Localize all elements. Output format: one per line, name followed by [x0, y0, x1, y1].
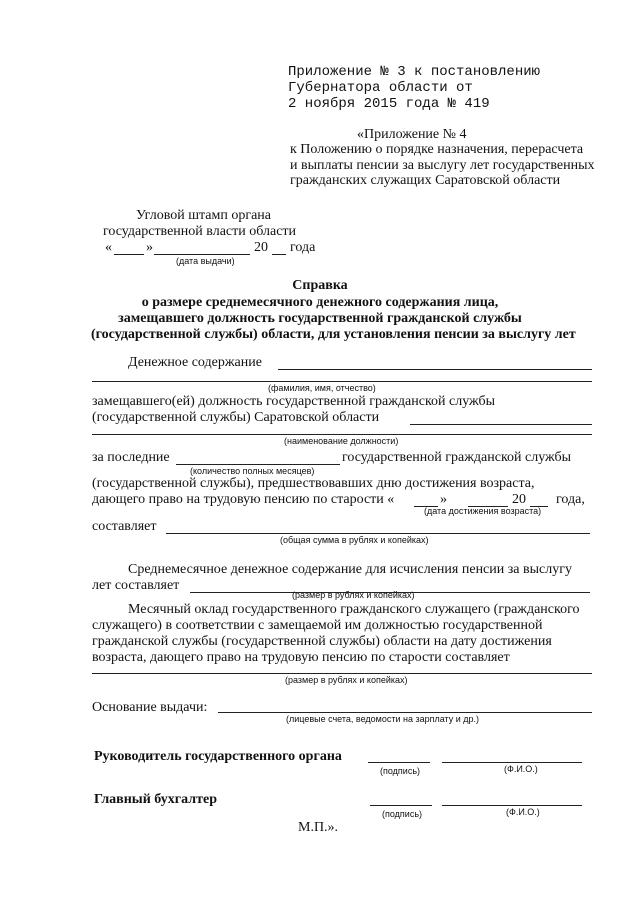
- stamp-month-line: [154, 254, 250, 255]
- stamp-line-1: Угловой штамп органа: [136, 208, 272, 223]
- monetary-label: Денежное содержание: [128, 355, 262, 370]
- total-line: [166, 533, 590, 534]
- caption-total: (общая сумма в рублях и копейках): [280, 535, 429, 545]
- salary-line-2: служащего) в соответствии с замещаемой им должностью государственной: [92, 618, 543, 633]
- salary-line-3: гражданской службы (государственной службы) области на дату достижения: [92, 634, 552, 649]
- caption-sign-2: (подпись): [382, 809, 423, 819]
- right-line-year: 20: [512, 492, 526, 507]
- basis-label: Основание выдачи:: [92, 700, 208, 715]
- stamp-year-prefix: 20: [254, 240, 268, 255]
- title-sub-1: о размере среднемесячного денежного содержания лица,: [141, 295, 499, 310]
- last-months-suffix: государственной гражданской службы: [342, 450, 572, 465]
- appendix-line-1: Приложение № 3 к постановлению: [288, 64, 541, 80]
- avg-line-1: Среднемесячное денежное содержание для исчисления пенсии за выслугу: [128, 562, 572, 577]
- position-field-line: [410, 424, 592, 425]
- reference-line-2: к Положению о порядке назначения, перерасчета: [290, 142, 584, 157]
- caption-age-date: (дата достижения возраста): [424, 506, 542, 516]
- last-months-prefix: за последние: [92, 450, 170, 465]
- appendix-line-2: Губернатора области от: [288, 80, 473, 96]
- reference-line-1: «Приложение № 4: [357, 127, 467, 142]
- appendix-line-3: 2 ноября 2015 года № 419: [288, 96, 490, 112]
- stamp-line-2: государственной власти области: [103, 224, 297, 239]
- stamp-year-line: [272, 254, 286, 255]
- caption-basis: (лицевые счета, ведомости на зарплату и др.): [286, 714, 480, 724]
- caption-fio: (Ф.И.О.): [504, 764, 538, 774]
- right-line-mid: »: [440, 492, 447, 507]
- title-sub-3: (государственной службы) области, для установления пенсии за выслугу лет: [91, 327, 576, 342]
- title-main: Справка: [292, 278, 348, 293]
- stamp-date-caption: (дата выдачи): [176, 256, 235, 266]
- accountant-fio-line: [442, 805, 582, 806]
- caption-rub-2: (размер в рублях и копейках): [285, 675, 408, 685]
- accountant-sign-line: [370, 805, 432, 806]
- salary-line-4: возраста, дающего право на трудовую пенсию по старости составляет: [92, 650, 510, 665]
- preceding-line: (государственной службы), предшествовавших дню достижения возраста,: [92, 476, 535, 491]
- amounts-label: составляет: [92, 519, 157, 534]
- stamp-year-suffix: года: [290, 240, 316, 255]
- caption-name: (фамилия, имя, отчество): [268, 383, 376, 393]
- caption-sign: (подпись): [380, 766, 421, 776]
- accountant-label: Главный бухгалтер: [94, 792, 217, 807]
- reference-line-3: и выплаты пенсии за выслугу лет государственных: [290, 158, 595, 173]
- salary-amount-line: [92, 673, 592, 674]
- head-label: Руководитель государственного органа: [94, 749, 342, 764]
- seal-mark: М.П.».: [298, 820, 339, 835]
- caption-rub-1: (размер в рублях и копейках): [292, 590, 415, 600]
- monetary-line: [278, 369, 592, 370]
- position-line-1: замещавшего(ей) должность государственной гражданской службы: [92, 394, 496, 409]
- salary-line-1: Месячный оклад государственного гражданского служащего (гражданского: [128, 602, 580, 617]
- title-sub-2: замещавшего должность государственной гражданской службы: [118, 311, 522, 326]
- avg-line-2: лет составляет: [92, 578, 180, 593]
- caption-fio-2: (Ф.И.О.): [506, 807, 540, 817]
- right-line-suffix: года,: [556, 492, 585, 507]
- position-name-line: [92, 434, 592, 435]
- stamp-date-open: «: [105, 240, 112, 255]
- name-line: [92, 381, 592, 382]
- basis-line: [218, 712, 592, 713]
- months-line: [176, 464, 340, 465]
- stamp-day-line: [114, 254, 144, 255]
- reference-line-4: гражданских служащих Саратовской области: [290, 173, 561, 188]
- caption-position: (наименование должности): [284, 436, 399, 446]
- stamp-date-close: »: [146, 240, 153, 255]
- right-line-prefix: дающего право на трудовую пенсию по старости «: [92, 492, 395, 507]
- position-line-2: (государственной службы) Саратовской области: [92, 410, 380, 425]
- head-sign-line: [368, 762, 430, 763]
- caption-months: (количество полных месяцев): [190, 466, 315, 476]
- head-fio-line: [442, 762, 582, 763]
